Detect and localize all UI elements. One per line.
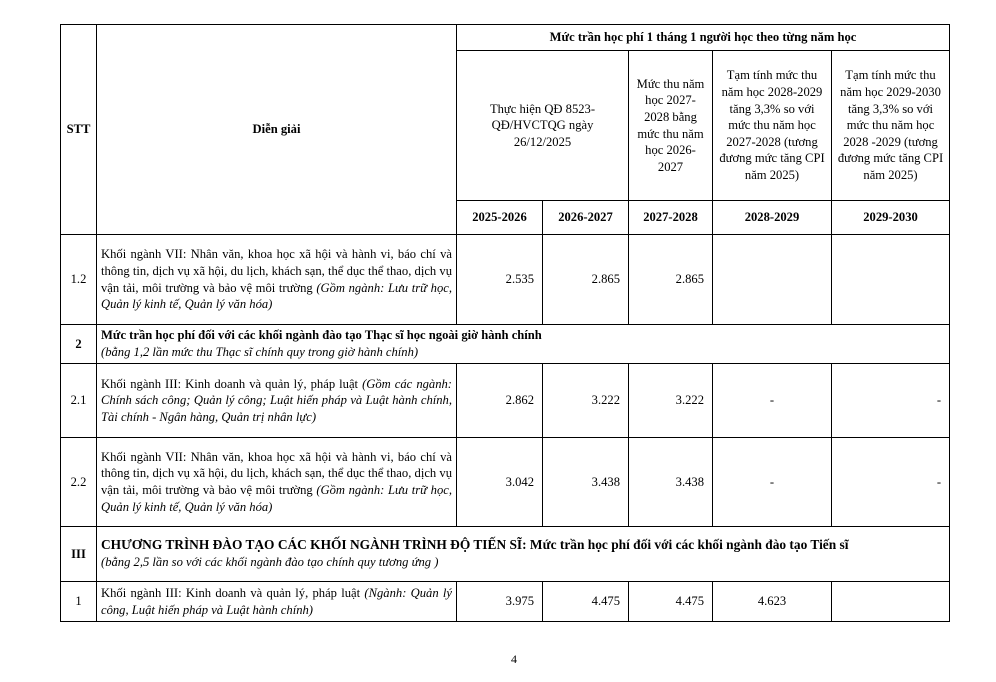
- row-text: Khối ngành III: Kinh doanh và quản lý, pháp luật: [101, 376, 363, 391]
- value-cell: 3.042: [457, 438, 543, 527]
- value-cell: -: [713, 364, 832, 438]
- value-cell: 4.475: [629, 582, 713, 622]
- table-row: [61, 364, 950, 438]
- section-row: [61, 527, 950, 582]
- table-row: [61, 235, 950, 325]
- value-cell: [713, 235, 832, 325]
- row-note: (Ngành: Quản lý công, Luật hiến pháp và Luật hành chính): [101, 585, 452, 617]
- section-title: Mức trần học phí đối với các khối ngành đào tạo Thạc sĩ học ngoài giờ hành chính: [101, 328, 542, 343]
- section-row: [61, 325, 950, 364]
- row-stt: 1: [61, 582, 97, 622]
- header-year: 2026-2027: [543, 201, 629, 235]
- value-cell: -: [832, 364, 950, 438]
- header-year: 2025-2026: [457, 201, 543, 235]
- value-cell: 3.438: [543, 438, 629, 527]
- header-group-title: Mức trần học phí 1 tháng 1 người học theo từng năm học: [457, 25, 950, 51]
- header-year: 2028-2029: [713, 201, 832, 235]
- value-cell: 2.865: [629, 235, 713, 325]
- value-cell: 2.865: [543, 235, 629, 325]
- header-current-decision: Thực hiện QĐ 8523-QĐ/HVCTQG ngày 26/12/2025: [457, 51, 629, 201]
- header-desc-2027: Mức thu năm học 2027-2028 bằng mức thu năm học 2026-2027: [629, 51, 713, 201]
- header-year: 2027-2028: [629, 201, 713, 235]
- section-stt: 2: [61, 325, 97, 364]
- row-description: [97, 582, 457, 622]
- section-stt: III: [61, 527, 97, 582]
- section-title: CHƯƠNG TRÌNH ĐÀO TẠO CÁC KHỐI NGÀNH TRÌNH ĐỘ TIẾN SĨ: Mức trần học phí đối với các khối ngành đào tạo Tiến sĩ: [101, 537, 849, 553]
- value-cell: 4.623: [713, 582, 832, 622]
- section-note: (bằng 2,5 lần so với các khối ngành đào tạo chính quy tương ứng ): [101, 555, 439, 569]
- header-desc-2028: Tạm tính mức thu năm học 2028-2029 tăng 3,3% so với mức thu năm học 2027-2028 (tương đương mức tăng CPI năm 2025): [713, 51, 832, 201]
- value-cell: [832, 235, 950, 325]
- row-text: Khối ngành VII: Nhân văn, khoa học xã hội và hành vi, báo chí và thông tin, dịch vụ xã hội, du lịch, khách sạn, thể dục thể thao, dịch vụ vận tải, môi trường và bảo vệ môi trường: [101, 449, 452, 497]
- row-note: (Gồm ngành: Lưu trữ học, Quản lý kinh tế, Quản lý văn hóa): [101, 280, 452, 312]
- row-stt: 2.2: [61, 438, 97, 527]
- row-note: (Gồm các ngành: Chính sách công; Quản lý công; Luật hiến pháp và Luật hành chính, Tài chính - Ngân hàng, Quản trị nhân lực): [101, 376, 452, 424]
- value-cell: 2.862: [457, 364, 543, 438]
- value-cell: -: [832, 438, 950, 527]
- row-text: Khối ngành VII: Nhân văn, khoa học xã hội và hành vi, báo chí và thông tin, dịch vụ xã hội, du lịch, khách sạn, thể dục thể thao, dịch vụ vận tải, môi trường và bảo vệ môi trường: [101, 247, 452, 295]
- row-description: [97, 235, 457, 325]
- value-cell: 3.975: [457, 582, 543, 622]
- tuition-fee-table: [60, 24, 950, 622]
- page-number: 4: [511, 652, 517, 666]
- value-cell: 3.438: [629, 438, 713, 527]
- row-stt: 2.1: [61, 364, 97, 438]
- value-cell: 3.222: [629, 364, 713, 438]
- header-desc-2029: Tạm tính mức thu năm học 2029-2030 tăng 3,3% so với mức thu năm học 2028 -2029 (tương đương mức tăng CPI năm 2025): [832, 51, 950, 201]
- section-note: (bằng 1,2 lần mức thu Thạc sĩ chính quy trong giờ hành chính): [101, 345, 419, 359]
- section-description: [97, 527, 950, 582]
- row-description: [97, 438, 457, 527]
- value-cell: [832, 582, 950, 622]
- table-row: [61, 582, 950, 622]
- header-dien-giai: Diễn giải: [97, 25, 457, 235]
- value-cell: -: [713, 438, 832, 527]
- table-row: [61, 438, 950, 527]
- header-year: 2029-2030: [832, 201, 950, 235]
- value-cell: 4.475: [543, 582, 629, 622]
- header-stt: STT: [61, 25, 97, 235]
- row-text: Khối ngành III: Kinh doanh và quản lý, pháp luật: [101, 585, 365, 600]
- row-stt: 1.2: [61, 235, 97, 325]
- section-description: [97, 325, 950, 364]
- value-cell: 3.222: [543, 364, 629, 438]
- header-row-group: [61, 25, 950, 51]
- row-note: (Gồm ngành: Lưu trữ học, Quản lý kinh tế, Quản lý văn hóa): [101, 483, 452, 514]
- row-description: [97, 364, 457, 438]
- value-cell: 2.535: [457, 235, 543, 325]
